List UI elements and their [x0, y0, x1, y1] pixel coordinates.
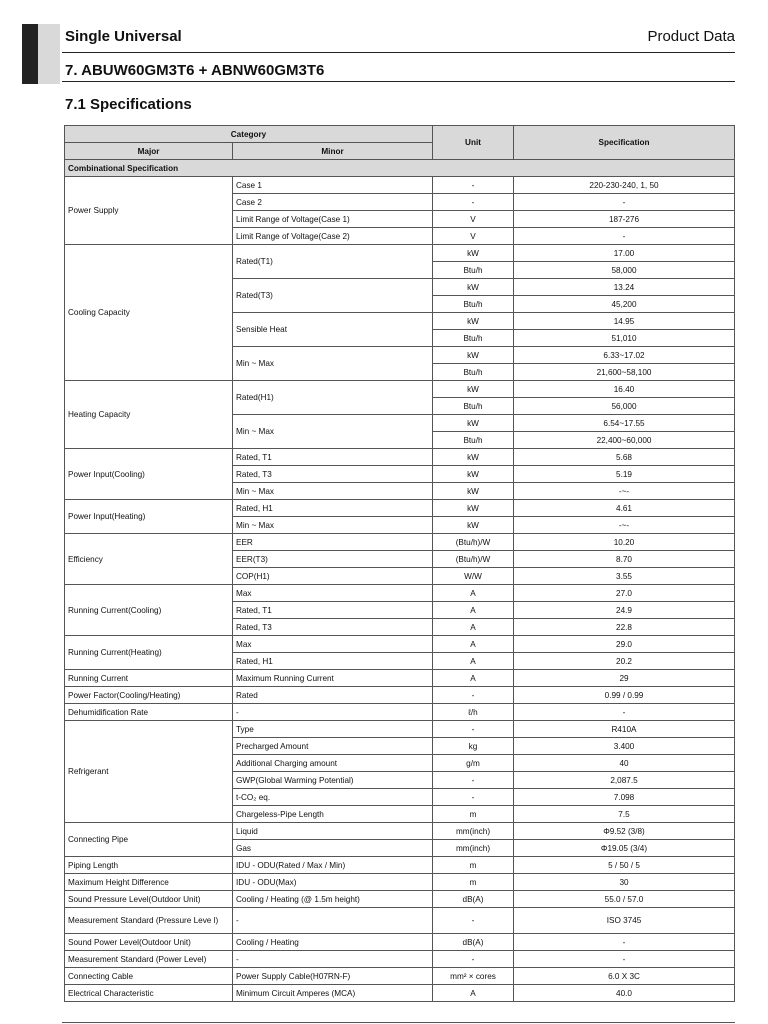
major-cell: Power Input(Heating)	[65, 500, 233, 534]
value-cell: R410A	[514, 721, 735, 738]
major-cell: Piping Length	[65, 857, 233, 874]
value-cell: 0.99 / 0.99	[514, 687, 735, 704]
minor-cell: Limit Range of Voltage(Case 2)	[233, 228, 433, 245]
table-row	[65, 585, 735, 602]
unit-cell: kW	[433, 449, 514, 466]
minor-cell: Max	[233, 585, 433, 602]
unit-cell: A	[433, 585, 514, 602]
spec-table	[64, 125, 735, 1002]
value-cell: 30	[514, 874, 735, 891]
major-cell: Electrical Characteristic	[65, 985, 233, 1002]
unit-cell: kW	[433, 483, 514, 500]
unit-cell: A	[433, 602, 514, 619]
minor-cell: Rated(H1)	[233, 381, 433, 415]
unit-cell: kW	[433, 347, 514, 364]
value-cell: ISO 3745	[514, 908, 735, 934]
unit-cell: m	[433, 806, 514, 823]
minor-cell: Minimum Circuit Amperes (MCA)	[233, 985, 433, 1002]
unit-cell: dB(A)	[433, 891, 514, 908]
value-cell: -~-	[514, 517, 735, 534]
minor-cell: Liquid	[233, 823, 433, 840]
table-row	[65, 951, 735, 968]
header-unit: Unit	[433, 126, 514, 160]
unit-cell: m	[433, 857, 514, 874]
major-cell: Running Current(Cooling)	[65, 585, 233, 636]
unit-cell: A	[433, 985, 514, 1002]
table-row	[65, 670, 735, 687]
value-cell: 7.098	[514, 789, 735, 806]
unit-cell: kW	[433, 279, 514, 296]
table-row	[65, 968, 735, 985]
minor-cell: Power Supply Cable(H07RN-F)	[233, 968, 433, 985]
unit-cell: (Btu/h)/W	[433, 551, 514, 568]
major-cell: Power Supply	[65, 177, 233, 245]
value-cell: -	[514, 194, 735, 211]
unit-cell: (Btu/h)/W	[433, 534, 514, 551]
unit-cell: kW	[433, 500, 514, 517]
value-cell: 5.19	[514, 466, 735, 483]
unit-cell: A	[433, 653, 514, 670]
minor-cell: Rated, H1	[233, 500, 433, 517]
value-cell: 6.0 X 3C	[514, 968, 735, 985]
table-row	[65, 687, 735, 704]
unit-cell: ℓ/h	[433, 704, 514, 721]
major-cell: Cooling Capacity	[65, 245, 233, 381]
side-tab-marker	[22, 24, 60, 84]
section-row: Combinational Specification	[65, 160, 735, 177]
value-cell: 14.95	[514, 313, 735, 330]
minor-cell: Sensible Heat	[233, 313, 433, 347]
value-cell: -	[514, 951, 735, 968]
major-cell: Running Current	[65, 670, 233, 687]
unit-cell: -	[433, 908, 514, 934]
unit-cell: kW	[433, 313, 514, 330]
value-cell: 40.0	[514, 985, 735, 1002]
unit-cell: V	[433, 228, 514, 245]
table-row	[65, 857, 735, 874]
value-cell: 17.00	[514, 245, 735, 262]
major-cell: Connecting Pipe	[65, 823, 233, 857]
minor-cell: Min ~ Max	[233, 415, 433, 449]
unit-cell: -	[433, 177, 514, 194]
unit-cell: g/m	[433, 755, 514, 772]
series-title: Single Universal	[65, 28, 182, 45]
minor-cell: Gas	[233, 840, 433, 857]
table-row	[65, 721, 735, 738]
minor-cell: GWP(Global Warming Potential)	[233, 772, 433, 789]
unit-cell: Btu/h	[433, 432, 514, 449]
table-row	[65, 908, 735, 934]
unit-cell: Btu/h	[433, 398, 514, 415]
minor-cell: Maximum Running Current	[233, 670, 433, 687]
value-cell: 51,010	[514, 330, 735, 347]
table-row	[65, 985, 735, 1002]
minor-cell: Rated	[233, 687, 433, 704]
value-cell: 29	[514, 670, 735, 687]
unit-cell: kW	[433, 381, 514, 398]
unit-cell: A	[433, 619, 514, 636]
section-title: 7.1 Specifications	[65, 96, 192, 113]
value-cell: Φ19.05 (3/4)	[514, 840, 735, 857]
unit-cell: kW	[433, 245, 514, 262]
value-cell: Φ9.52 (3/8)	[514, 823, 735, 840]
minor-cell: EER(T3)	[233, 551, 433, 568]
major-cell: Dehumidification Rate	[65, 704, 233, 721]
minor-cell: -	[233, 908, 433, 934]
minor-cell: Case 2	[233, 194, 433, 211]
spec-body	[65, 160, 735, 1002]
value-cell: -	[514, 934, 735, 951]
header-spec: Specification	[514, 126, 735, 160]
doc-type-label: Product Data	[647, 28, 735, 45]
unit-cell: Btu/h	[433, 330, 514, 347]
value-cell: 3.400	[514, 738, 735, 755]
value-cell: 22,400~60,000	[514, 432, 735, 449]
minor-cell: Cooling / Heating	[233, 934, 433, 951]
value-cell: -	[514, 704, 735, 721]
table-row	[65, 636, 735, 653]
unit-cell: V	[433, 211, 514, 228]
table-row	[65, 704, 735, 721]
table-row	[65, 245, 735, 262]
minor-cell: Case 1	[233, 177, 433, 194]
value-cell: 58,000	[514, 262, 735, 279]
value-cell: 22.8	[514, 619, 735, 636]
minor-cell: Rated, T3	[233, 619, 433, 636]
minor-cell: Additional Charging amount	[233, 755, 433, 772]
value-cell: -~-	[514, 483, 735, 500]
major-cell: Efficiency	[65, 534, 233, 585]
header-rule	[62, 52, 735, 53]
unit-cell: mm(inch)	[433, 823, 514, 840]
minor-cell: Limit Range of Voltage(Case 1)	[233, 211, 433, 228]
table-row	[65, 934, 735, 951]
unit-cell: -	[433, 687, 514, 704]
minor-cell: Max	[233, 636, 433, 653]
minor-cell: Cooling / Heating (@ 1.5m height)	[233, 891, 433, 908]
side-tab-dark	[22, 24, 38, 84]
major-cell: Connecting Cable	[65, 968, 233, 985]
table-row	[65, 500, 735, 517]
minor-cell: -	[233, 951, 433, 968]
unit-cell: kW	[433, 466, 514, 483]
unit-cell: -	[433, 951, 514, 968]
minor-cell: Chargeless-Pipe Length	[233, 806, 433, 823]
value-cell: 55.0 / 57.0	[514, 891, 735, 908]
unit-cell: Btu/h	[433, 364, 514, 381]
value-cell: 2,087.5	[514, 772, 735, 789]
unit-cell: mm(inch)	[433, 840, 514, 857]
header-category: Category	[65, 126, 433, 143]
minor-cell: Rated, T1	[233, 602, 433, 619]
major-cell: Refrigerant	[65, 721, 233, 823]
major-cell: Measurement Standard (Power Level)	[65, 951, 233, 968]
minor-cell: COP(H1)	[233, 568, 433, 585]
value-cell: 7.5	[514, 806, 735, 823]
value-cell: 3.55	[514, 568, 735, 585]
value-cell: 5.68	[514, 449, 735, 466]
value-cell: 21,600~58,100	[514, 364, 735, 381]
major-cell: Sound Pressure Level(Outdoor Unit)	[65, 891, 233, 908]
value-cell: 4.61	[514, 500, 735, 517]
header-major: Major	[65, 143, 233, 160]
value-cell: 187-276	[514, 211, 735, 228]
value-cell: 40	[514, 755, 735, 772]
minor-cell: Precharged Amount	[233, 738, 433, 755]
major-cell: Power Input(Cooling)	[65, 449, 233, 500]
value-cell: 6.33~17.02	[514, 347, 735, 364]
table-row	[65, 381, 735, 398]
unit-cell: kg	[433, 738, 514, 755]
minor-cell: EER	[233, 534, 433, 551]
unit-cell: -	[433, 194, 514, 211]
table-row	[65, 534, 735, 551]
minor-cell: IDU - ODU(Max)	[233, 874, 433, 891]
minor-cell: t-CO₂ eq.	[233, 789, 433, 806]
major-cell: Sound Power Level(Outdoor Unit)	[65, 934, 233, 951]
major-cell: Running Current(Heating)	[65, 636, 233, 670]
value-cell: 6.54~17.55	[514, 415, 735, 432]
footer-rule	[62, 1022, 735, 1023]
unit-cell: kW	[433, 517, 514, 534]
unit-cell: Btu/h	[433, 262, 514, 279]
table-row	[65, 177, 735, 194]
value-cell: 220-230-240, 1, 50	[514, 177, 735, 194]
minor-cell: Rated, T3	[233, 466, 433, 483]
unit-cell: A	[433, 636, 514, 653]
unit-cell: -	[433, 772, 514, 789]
table-row	[65, 823, 735, 840]
unit-cell: m	[433, 874, 514, 891]
minor-cell: IDU - ODU(Rated / Max / Min)	[233, 857, 433, 874]
unit-cell: Btu/h	[433, 296, 514, 313]
major-cell: Power Factor(Cooling/Heating)	[65, 687, 233, 704]
minor-cell: Rated, T1	[233, 449, 433, 466]
model-rule	[62, 81, 735, 82]
minor-cell: Rated(T1)	[233, 245, 433, 279]
value-cell: -	[514, 228, 735, 245]
major-cell: Maximum Height Difference	[65, 874, 233, 891]
value-cell: 24.9	[514, 602, 735, 619]
major-cell: Measurement Standard (Pressure Leve l)	[65, 908, 233, 934]
model-title: 7. ABUW60GM3T6 + ABNW60GM3T6	[65, 62, 325, 79]
value-cell: 10.20	[514, 534, 735, 551]
value-cell: 16.40	[514, 381, 735, 398]
unit-cell: -	[433, 789, 514, 806]
minor-cell: Min ~ Max	[233, 483, 433, 500]
minor-cell: Rated, H1	[233, 653, 433, 670]
value-cell: 5 / 50 / 5	[514, 857, 735, 874]
minor-cell: Min ~ Max	[233, 517, 433, 534]
minor-cell: Min ~ Max	[233, 347, 433, 381]
table-row	[65, 891, 735, 908]
unit-cell: A	[433, 670, 514, 687]
unit-cell: mm² × cores	[433, 968, 514, 985]
minor-cell: Rated(T3)	[233, 279, 433, 313]
value-cell: 13.24	[514, 279, 735, 296]
unit-cell: dB(A)	[433, 934, 514, 951]
value-cell: 45,200	[514, 296, 735, 313]
header-minor: Minor	[233, 143, 433, 160]
major-cell: Heating Capacity	[65, 381, 233, 449]
minor-cell: Type	[233, 721, 433, 738]
value-cell: 27.0	[514, 585, 735, 602]
value-cell: 8.70	[514, 551, 735, 568]
minor-cell: -	[233, 704, 433, 721]
unit-cell: kW	[433, 415, 514, 432]
unit-cell: W/W	[433, 568, 514, 585]
table-row	[65, 449, 735, 466]
table-row	[65, 874, 735, 891]
value-cell: 20.2	[514, 653, 735, 670]
value-cell: 56,000	[514, 398, 735, 415]
unit-cell: -	[433, 721, 514, 738]
value-cell: 29.0	[514, 636, 735, 653]
